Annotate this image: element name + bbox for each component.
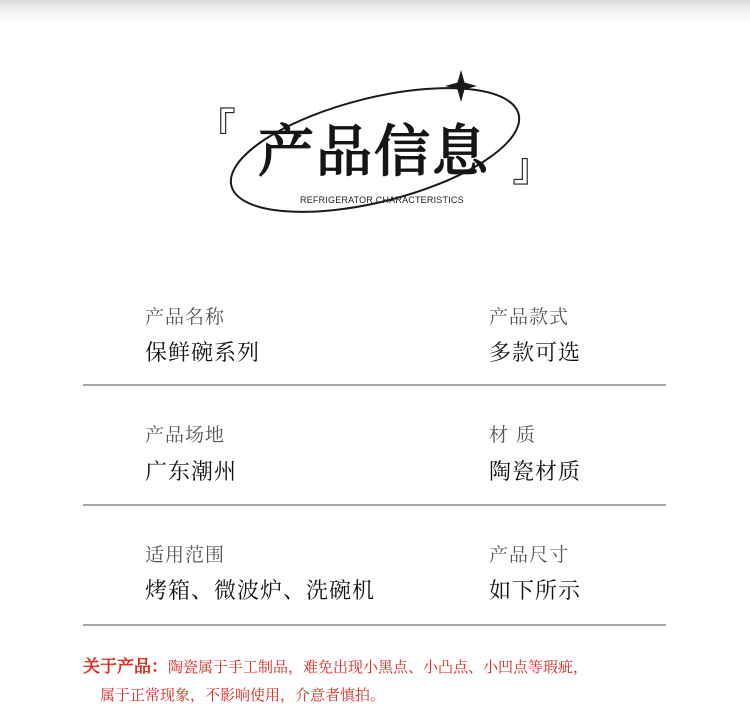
sparkle-icon	[445, 70, 477, 102]
product-name-value: 保鲜碗系列	[145, 341, 261, 366]
row-divider	[83, 504, 666, 506]
product-name-label: 产品名称	[145, 306, 226, 328]
notice-text-line2: 属于正常现象，不影响使用，介意者慎拍。	[100, 686, 386, 704]
material-label: 材 质	[489, 424, 537, 446]
row-divider	[83, 624, 666, 626]
product-style-value: 多款可选	[489, 341, 582, 366]
usage-scope-label: 适用范围	[145, 544, 226, 566]
notice-heading: 关于产品：	[83, 657, 168, 677]
product-origin-label: 产品场地	[145, 424, 226, 446]
notice-text-line1: 陶瓷属于手工制品，难免出现小黑点、小凸点、小凹点等瑕疵，	[168, 658, 589, 676]
top-shadow	[0, 0, 750, 26]
product-style-label: 产品款式	[489, 306, 570, 328]
usage-scope-value: 烤箱、微波炉、洗碗机	[145, 579, 376, 604]
product-size-value: 如下所示	[489, 579, 582, 604]
row-divider	[83, 384, 666, 386]
product-size-label: 产品尺寸	[489, 544, 570, 566]
page-title: 产品信息	[258, 120, 490, 185]
bracket-close: 』	[512, 145, 552, 191]
bracket-open: 『	[196, 105, 236, 151]
product-notice-line1	[83, 652, 588, 677]
page-subtitle: REFRIGERATOR CHARACTERISTICS	[300, 195, 464, 205]
product-origin-value: 广东潮州	[145, 460, 238, 485]
material-value: 陶瓷材质	[489, 460, 582, 485]
product-notice-line2	[100, 684, 385, 705]
